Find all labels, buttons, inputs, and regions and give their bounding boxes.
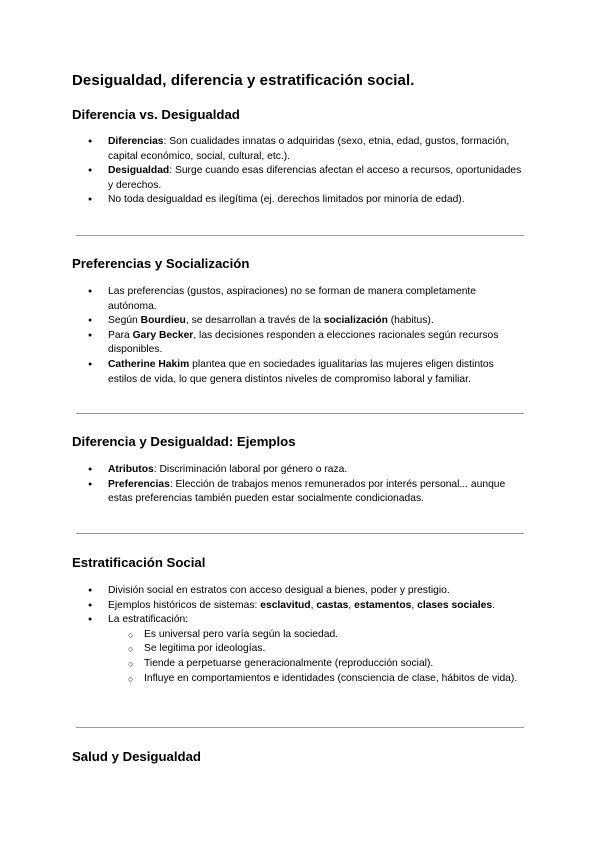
section-heading-estratificacion-social: Estratificación Social [72,555,206,570]
item-text: (habitus). [387,315,434,327]
section-divider [76,727,524,728]
bullet-list [72,135,524,208]
item-text: : Elección de trabajos menos remunerados por interés personal... aunque estas preferencias también pueden estar socialmente condicionadas. [108,478,506,505]
bold-term: Atributos [108,464,154,475]
bold-term: Gary Becker [132,329,194,341]
item-text: Las preferencias (gustos, aspiraciones) no se forman de manera completamente autónoma. [108,286,477,312]
section-heading-diferencia-vs-desigualdad: Diferencia vs. Desigualdad [72,107,240,122]
bold-term: Preferencias [108,478,170,490]
sub-list-item: ○ Tiende a perpetuarse generacionalmente (reproducción social). [108,657,524,672]
item-text: División social en estratos con acceso desigual a bienes, poder y prestigio. [108,585,450,596]
list-item [72,478,524,507]
sub-list-item: ○ Se legitima por ideologías. [108,642,524,657]
sub-list-item: ○ Es universal pero varía según la sociedad. [108,628,524,643]
bold-term: socialización [323,315,388,327]
item-text: : Surge cuando esas diferencias afectan el acceso a recursos, oportunidades y derechos. [108,165,522,191]
bold-term: esclavitud [260,599,311,611]
section-divider [76,533,524,534]
item-text: No toda desigualdad es ilegítima (ej. derechos limitados por minoría de edad). [108,194,465,206]
bold-term: estamentos [354,599,412,611]
list-item [72,463,524,478]
section-heading-ejemplos: Diferencia y Desigualdad: Ejemplos [72,434,296,449]
item-text: , [310,599,317,611]
item-text: Ejemplos históricos de sistemas: [108,599,261,611]
bullet-list [72,285,524,387]
list-item [72,193,524,208]
bold-term: castas [316,599,349,611]
bold-term: Bourdieu [140,315,186,327]
sub-list [108,628,524,686]
list-item [72,599,524,614]
bold-term: Diferencias [108,136,164,147]
item-text: Para [108,329,133,341]
item-text: , las decisiones responden a elecciones racionales según recursos disponibles. [108,329,499,356]
item-text: , se desarrollan a través de la [185,315,324,327]
item-text: , [348,599,355,611]
item-text: plantea que en sociedades igualitarias las mujeres eligen distintos estilos de vida, lo que genera distintos niveles de compromiso laboral y familiar. [108,358,494,385]
item-text: Según [108,315,141,327]
section-divider [76,235,524,236]
bullet-list [72,584,524,686]
item-text: , [411,599,418,611]
item-text: : Son cualidades innatas o adquiridas (sexo, etnia, edad, gustos, formación, capital económico, social, cultural, etc.). [108,136,510,162]
list-item [72,358,524,387]
bold-term: Catherine Hakim [108,358,190,370]
list-item [72,613,524,686]
list-item [72,584,524,599]
section-divider [76,413,524,414]
list-item [72,314,524,329]
list-item [72,285,524,314]
sub-list-item: ○ Influye en comportamientos e identidades (consciencia de clase, hábitos de vida). [108,672,524,687]
item-text: . [492,599,495,611]
bold-term: clases sociales [417,599,493,611]
list-item [72,329,524,358]
list-item [72,164,524,193]
section-heading-salud-desigualdad: Salud y Desigualdad [72,749,201,764]
section-heading-preferencias-socializacion: Preferencias y Socialización [72,256,250,271]
bullet-list [72,463,524,507]
item-text: : Discriminación laboral por género o raza. [153,464,348,475]
bold-term: Desigualdad [108,165,170,177]
list-item [72,135,524,164]
document-title: Desigualdad, diferencia y estratificación social. [72,72,415,89]
item-text: La estratificación: [108,614,189,626]
